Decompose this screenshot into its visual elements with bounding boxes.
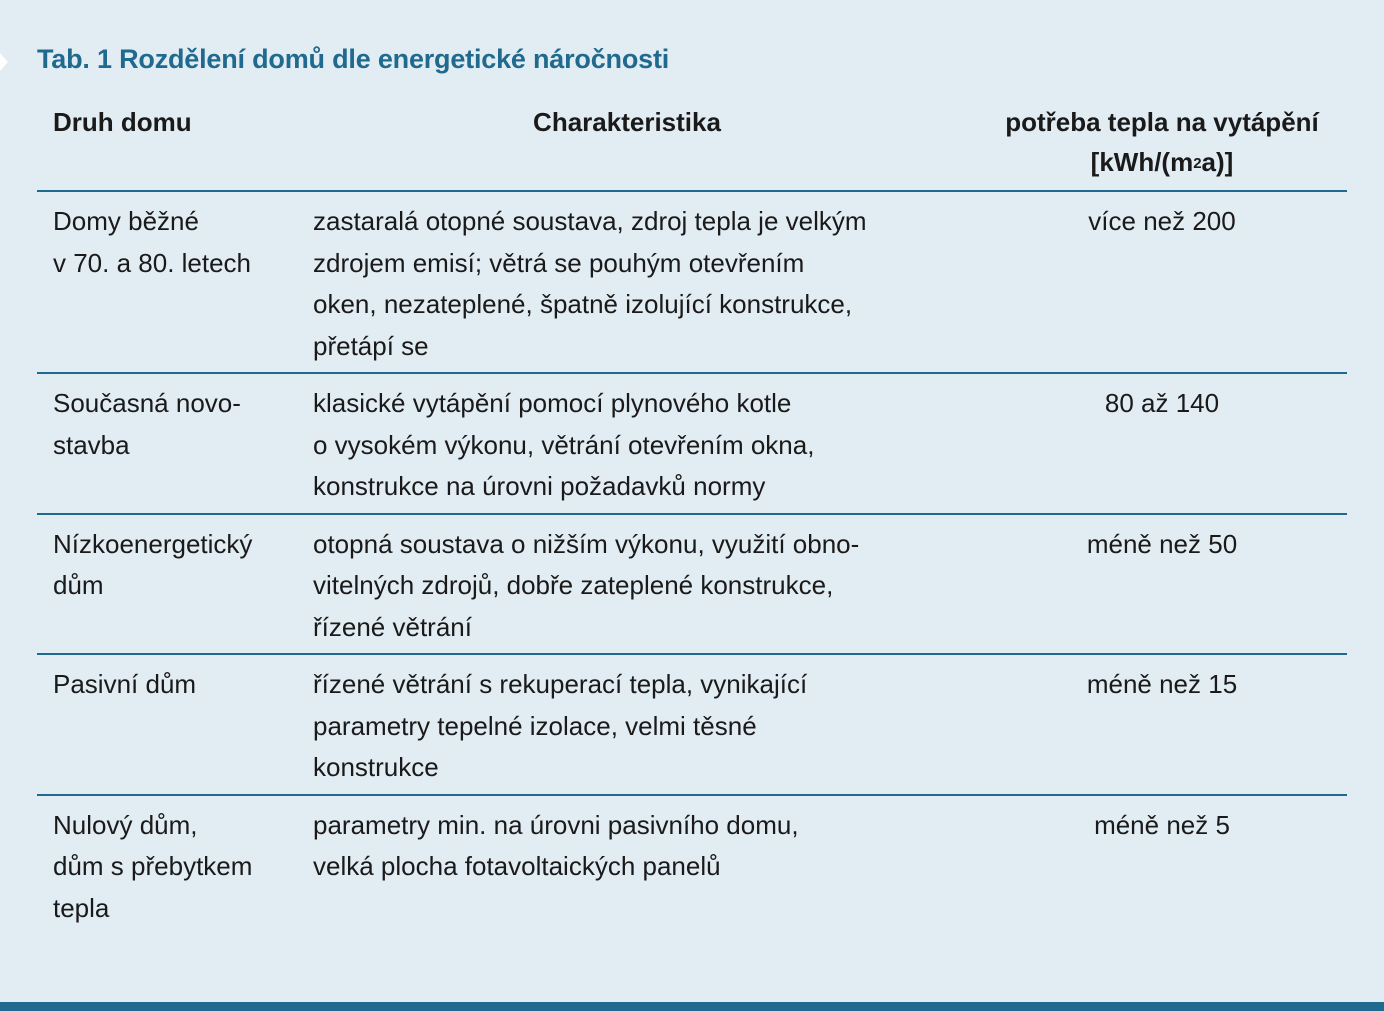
row-value: méně než 15 (957, 654, 1347, 795)
row-description: otopná soustava o nižším výkonu, využití obno- vitelných zdrojů, dobře zateplené konstrukce, řízené větrání (297, 514, 957, 655)
row-type: Nulový dům, dům s přebytkem tepla (53, 809, 253, 923)
table-header-row (37, 96, 1347, 191)
row-description: parametry min. na úrovni pasivního domu, velká plocha fotavoltaických panelů (313, 809, 799, 881)
row-value: méně než 5 (1094, 809, 1230, 840)
row-value: více než 200 (957, 191, 1347, 373)
row-value: méně než 50 (957, 514, 1347, 655)
header-value-unit-sup: 2 (1193, 155, 1202, 172)
row-description: řízené větrání s rekuperací tepla, vynikající parametry tepelné izolace, velmi těsné konstrukce (297, 654, 957, 795)
header-type: Druh domu (37, 96, 297, 191)
header-value-unit-post: a)] (1201, 147, 1234, 177)
table-row (37, 654, 1347, 795)
header-value-line1: potřeba tepla na vytápění (1005, 107, 1319, 137)
row-type: Současná novo- stavba (37, 373, 297, 514)
table-row (37, 514, 1347, 655)
row-value: 80 až 140 (957, 373, 1347, 514)
row-description: zastaralá otopné soustava, zdroj tepla je velkým zdrojem emisí; větrá se pouhým otevřením oken, nezateplené, špatně izolující konstrukce, přetápí se (297, 191, 957, 373)
row-type: Nízkoenergetický dům (37, 514, 297, 655)
header-description: Charakteristika (297, 96, 957, 191)
header-value (957, 96, 1347, 191)
row-type: Pasivní dům (37, 654, 297, 795)
table-row (37, 191, 1347, 373)
table-row (37, 795, 1347, 935)
row-type: Domy běžné v 70. a 80. letech (37, 191, 297, 373)
caption-marker (0, 53, 8, 71)
row-description: klasické vytápění pomocí plynového kotle o vysokém výkonu, větrání otevřením okna, konstrukce na úrovni požadavků normy (297, 373, 957, 514)
table-caption: Tab. 1 Rozdělení domů dle energetické náročnosti (37, 44, 670, 74)
table-row (37, 373, 1347, 514)
bottom-rule (0, 1002, 1384, 1011)
energy-table (37, 96, 1347, 934)
header-value-unit-pre: [kWh/(m (1090, 147, 1194, 177)
